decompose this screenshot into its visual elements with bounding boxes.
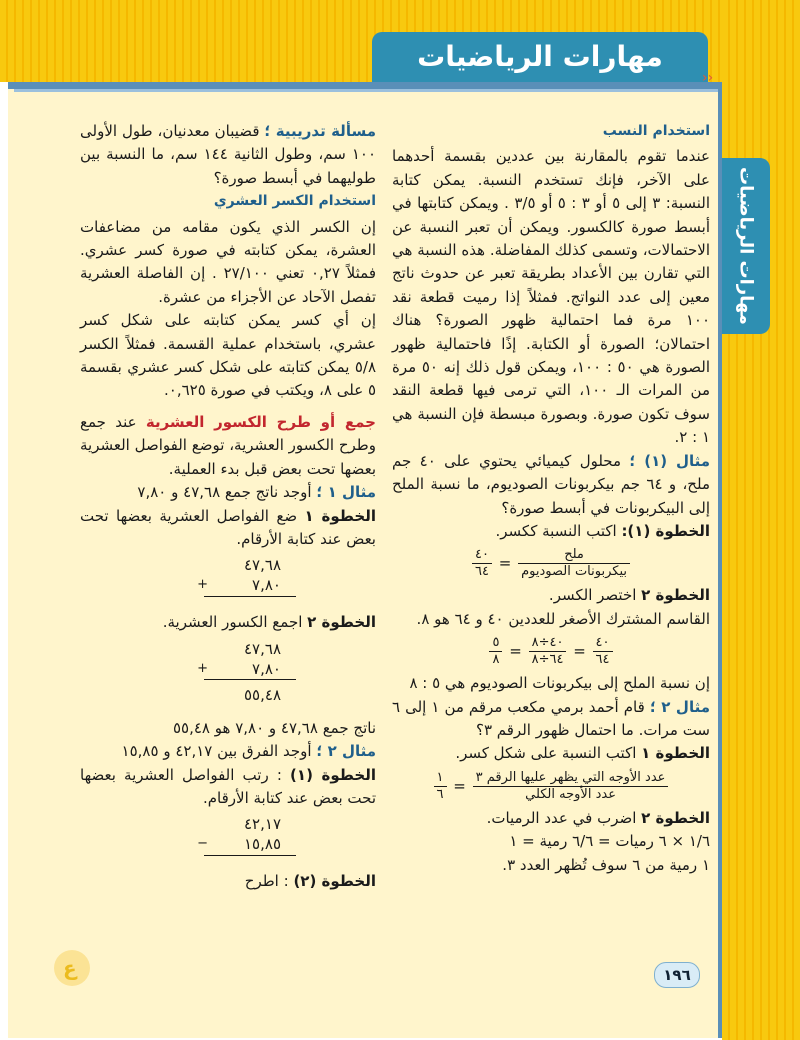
- example-2-result: ١ رمية من ٦ سوف تُظهر العدد ٣.: [502, 855, 710, 874]
- right-column: [392, 120, 710, 877]
- section-heading-decimals: استخدام الكسر العشري: [213, 193, 376, 210]
- step-1: [392, 520, 710, 543]
- example-1-text: محلول كيميائي يحتوي على ٤٠ جم ملح، و ٦٤ جم بيكربونات الصوديوم، ما نسبة الملح إلى البيكربونات في أبسط صورة؟: [392, 451, 710, 517]
- calc2-operand-b: ٧,٨٠: [252, 659, 281, 678]
- step-1-text: اكتب النسبة ككسر.: [495, 521, 622, 540]
- add-sub-text: عند جمع وطرح الكسور العشرية، توضع الفواصل العشرية بعضها تحت بعض قبل بدء العملية.: [80, 412, 376, 478]
- example-2-calc: ١/٦ × ٦ رميات = ٦/٦ رمية = ١: [509, 832, 710, 851]
- fraction-value-numerator: ٤٠: [472, 547, 492, 564]
- frame-top-bar: [8, 82, 722, 89]
- step-1-label: الخطوة (١):: [621, 521, 710, 540]
- decimals-paragraph-1: إن الكسر الذي يكون مقامه من مضاعفات العشرة، يمكن كتابته في صورة كسر عشري. فمثلاً ٠,٢٧ تعني ٢٧/١٠٠ . إن الفاصلة العشرية تفصل الآحاد عن الأجزاء من عشرة.: [80, 217, 376, 306]
- example-2-step-2-label: الخطوة ٢: [641, 808, 710, 827]
- fraction-value-denominator: ٦٤: [475, 564, 489, 580]
- left-step-2: [80, 611, 376, 634]
- fraction-reduction: $\frac{٤٠}{٦٤}$ = $\frac{٤٠\div ٨}{٦٤\div ٨}$ = $\frac{٥}{٨}$: [392, 635, 710, 668]
- reduce-den-c: ٨: [492, 652, 500, 668]
- publisher-logo-icon: ع: [54, 950, 90, 986]
- step-2: [392, 584, 710, 607]
- fraction-denominator: بيكربونات الصوديوم: [521, 564, 627, 580]
- example-1-label: مثال (١) ؛: [629, 451, 710, 470]
- example-2: [392, 696, 710, 743]
- calc3-operand-a: ٤٢,١٧: [244, 815, 281, 834]
- left-example-2-label: مثال ٢ ؛: [316, 742, 376, 761]
- reduce-den-b: ٦٤÷٨: [531, 652, 564, 668]
- side-tab: [722, 158, 770, 334]
- gcd-text: القاسم المشترك الأصغر للعددين ٤٠ و ٦٤ هو ٨.: [416, 609, 710, 628]
- left-step-1: [80, 505, 376, 552]
- left-example-1-label: مثال ١ ؛: [316, 483, 376, 502]
- left-example-1-text: أوجد ناتج جمع ٤٧,٦٨ و ٧,٨٠: [137, 483, 317, 502]
- example-2-text: قام أحمد برمي مكعب مرقم من ١ إلى ٦ ست مرات. ما احتمال ظهور الرقم ٣؟: [392, 697, 710, 739]
- calc1-operand-b: ٧,٨٠: [252, 576, 281, 595]
- left-example-1: [80, 481, 376, 504]
- add-sub-paragraph: [80, 411, 376, 481]
- left-example-2-step-1-label: الخطوة (١): [290, 765, 376, 784]
- example-2-label: مثال ٢ ؛: [649, 697, 710, 716]
- result-1: إن نسبة الملح إلى بيكربونات الصوديوم هي ٥ : ٨: [409, 674, 710, 693]
- left-example-2-step-2: [80, 870, 376, 893]
- fraction-numerator: ملح: [518, 547, 630, 564]
- left-column: [80, 120, 376, 894]
- calc3-rule: [204, 855, 296, 856]
- dice-fraction-numerator: عدد الأوجه التي يظهر عليها الرقم ٣: [473, 770, 669, 787]
- left-step-1-text: ضع الفواصل العشرية بعضها تحت بعض عند كتابة الأرقام.: [80, 506, 376, 548]
- calc2-rule: [204, 679, 296, 680]
- sum-text: ناتج جمع ٤٧,٦٨ و ٧,٨٠ هو ٥٥,٤٨: [172, 718, 376, 737]
- side-tab-label: مهارات الرياضيات: [735, 167, 757, 325]
- addition-result: [80, 639, 376, 713]
- reduce-den-a: ٦٤: [595, 652, 610, 668]
- left-example-2-step-1: [80, 764, 376, 811]
- fraction-salt-ratio: $\frac{\text{ملح}}{\text{بيكربونات الصوديوم}}$ = $\frac{٤٠}{٦٤}$: [392, 547, 710, 580]
- example-2-step-1-label: الخطوة ١: [641, 744, 710, 763]
- calc1-rule: [204, 596, 296, 597]
- frame-top-line: [14, 89, 718, 92]
- ratios-paragraph: عندما تقوم بالمقارنة بين عددين بقسمة أحدهما على الآخر، فإنك تستخدم النسبة. يمكن كتابة النسبة: ٣ إلى ٥ أو ٣ : ٥ أو ٣/٥ . ويمكن كتابتها في أبسط صورة كالكسور. ويمكن أن تعبر النسبة عن الاحتمالات، وتسمى كذلك المفاضلة. هذه النسبة هي التي تقارن بين الأعداد بطريقة تعبر عن حدوث ناتج معين إلى عدد النواتج. فمثلاً إذا رميت قطعة نقد ١٠٠ مرة فما احتمالية ظهور الصورة؟ هناك احتمالان؛ الصورة أو الكتابة. إذًا فاحتمالية ظهور الصورة هي ٥٠ : ١٠٠، ويمكن قول ذلك إنه ٥٠ مرة من المرات الـ ١٠٠، التي ترمى فيها قطعة النقد سوف تكون صورة. وبصورة مبسطة فإن النسبة هي ١ : ٢.: [392, 147, 711, 447]
- dice-value-denominator: ٦: [436, 786, 444, 802]
- practice-label: مسألة تدريبية ؛: [264, 122, 376, 140]
- left-example-2-step-2-label: الخطوة (٢): [293, 872, 376, 891]
- add-sub-label: جمع أو طرح الكسور العشرية: [145, 412, 376, 431]
- calc3-operand-b: ١٥,٨٥: [244, 835, 281, 854]
- reduce-num-b: ٤٠÷٨: [529, 635, 567, 652]
- example-2-step-1: [392, 742, 710, 765]
- calc2-operand-a: ٤٧,٦٨: [244, 639, 281, 658]
- dice-value-numerator: ١: [434, 770, 447, 787]
- example-2-step-1-text: اكتب النسبة على شكل كسر.: [455, 744, 642, 763]
- step-2-label: الخطوة ٢: [641, 586, 710, 605]
- example-2-step-2-text: اضرب في عدد الرميات.: [486, 808, 642, 827]
- arrow-icon: ››: [702, 70, 714, 86]
- left-example-2: [80, 740, 376, 763]
- reduce-num-c: ٥: [489, 635, 502, 652]
- calc2-result: ٥٥,٤٨: [244, 685, 281, 704]
- subtraction-setup: [80, 814, 376, 866]
- left-step-2-label: الخطوة ٢: [307, 613, 376, 632]
- left-step-1-label: الخطوة ١: [304, 506, 376, 525]
- reduce-num-a: ٤٠: [593, 635, 613, 652]
- right-decorative-strip: [722, 0, 800, 1040]
- fraction-dice: $\frac{\text{عدد الأوجه التي يظهر عليها الرقم ٣}}{\text{عدد الأوجه الكلي}}$ = $\frac{١}{٦}$: [392, 770, 710, 803]
- plus-sign: +: [197, 660, 208, 676]
- decimals-paragraph-2: إن أي كسر يمكن كتابته على شكل كسر عشري، باستخدام عملية القسمة. فمثلاً الكسر ٥/٨ يمكن كتابته على شكل كسر عشري بقسمة ٥ على ٨، ويكتب في صورة ٠,٦٢٥.: [80, 311, 376, 400]
- left-example-2-step-2-text: : اطرح: [244, 872, 294, 891]
- minus-sign: −: [197, 836, 208, 852]
- dice-fraction-denominator: عدد الأوجه الكلي: [525, 786, 616, 802]
- practice-problem: [80, 120, 376, 190]
- page-number: ١٩٦: [654, 962, 700, 988]
- calc1-operand-a: ٤٧,٦٨: [244, 556, 281, 575]
- addition-setup: [80, 555, 376, 607]
- page-title: مهارات الرياضيات: [372, 32, 708, 82]
- left-step-2-text: اجمع الكسور العشرية.: [162, 613, 308, 632]
- example-1: [392, 450, 710, 520]
- section-heading-ratios: استخدام النسب: [602, 123, 710, 139]
- example-2-step-2: [392, 807, 710, 830]
- practice-text: قضيبان معدنيان، طول الأولى ١٠٠ سم، وطول الثانية ١٤٤ سم، ما النسبة بين طوليهما في أبسط صورة؟: [80, 122, 376, 187]
- left-example-2-text: أوجد الفرق بين ٤٢,١٧ و ١٥,٨٥: [121, 742, 317, 761]
- plus-sign: +: [197, 577, 208, 593]
- step-2-text: اختصر الكسر.: [548, 586, 642, 605]
- left-example-2-step-1-text: : رتب الفواصل العشرية بعضها تحت بعض عند كتابة الأرقام.: [80, 765, 376, 807]
